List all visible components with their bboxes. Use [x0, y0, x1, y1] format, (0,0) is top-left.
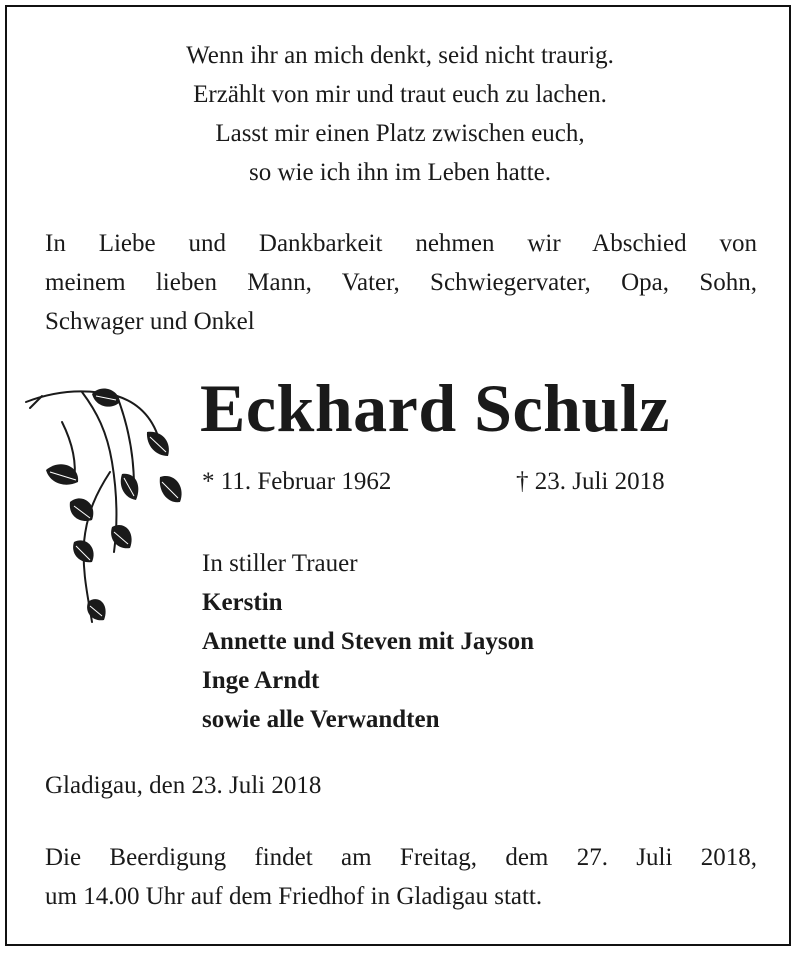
- poem-line: Erzählt von mir und traut euch zu lachen.: [193, 81, 607, 108]
- mourner-name: Inge Arndt: [202, 667, 320, 694]
- memorial-poem: [0, 36, 800, 192]
- funeral-notice: [45, 838, 757, 916]
- intro-line: In Liebe und Dankbarkeit nehmen wir Abschied von: [45, 230, 757, 257]
- death-date: † 23. Juli 2018: [516, 468, 665, 495]
- funeral-line: um 14.00 Uhr auf dem Friedhof in Gladigau statt.: [45, 883, 543, 910]
- deceased-name: Eckhard Schulz: [200, 370, 670, 446]
- mourners-heading: In stiller Trauer: [202, 550, 358, 577]
- poem-line: Lasst mir einen Platz zwischen euch,: [215, 120, 585, 147]
- farewell-intro: [45, 224, 757, 341]
- birth-date: * 11. Februar 1962: [202, 468, 392, 495]
- mourner-name: Annette und Steven mit Jayson: [202, 628, 534, 655]
- mourner-name: Kerstin: [202, 589, 283, 616]
- mourner-name: sowie alle Verwandten: [202, 706, 440, 733]
- funeral-line: Die Beerdigung findet am Freitag, dem 27. Juli 2018,: [45, 844, 757, 871]
- birch-branch-icon: [22, 382, 202, 642]
- place-and-date: Gladigau, den 23. Juli 2018: [45, 772, 322, 799]
- intro-line: Schwager und Onkel: [45, 308, 255, 335]
- mourners-list: [202, 544, 534, 739]
- poem-line: so wie ich ihn im Leben hatte.: [248, 159, 551, 186]
- intro-line: meinem lieben Mann, Vater, Schwiegervater, Opa, Sohn,: [45, 269, 757, 296]
- poem-line: Wenn ihr an mich denkt, seid nicht traurig.: [186, 42, 614, 69]
